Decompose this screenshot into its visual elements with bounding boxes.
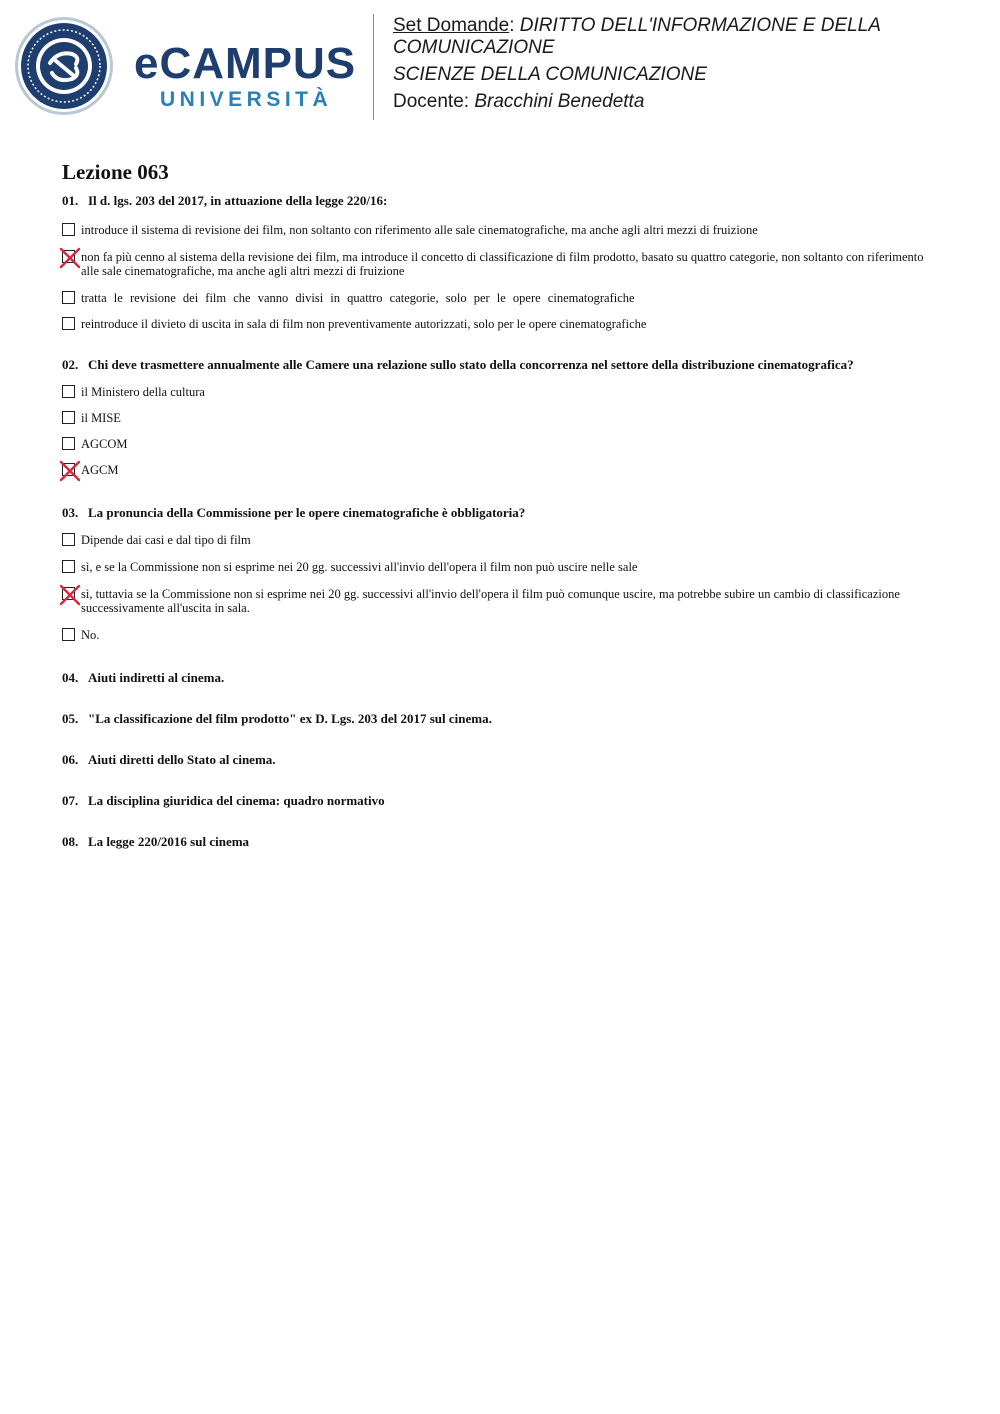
docente-row	[393, 91, 983, 113]
option-text: reintroduce il divieto di uscita in sala di film non preventivamente autorizzati, solo per le opere cinematografiche	[81, 317, 647, 331]
option-text: No.	[81, 628, 100, 642]
question-03	[62, 505, 942, 521]
checkbox[interactable]	[62, 533, 75, 546]
question-number: 08.	[62, 834, 79, 849]
option-01-b[interactable]	[62, 250, 942, 278]
question-02	[62, 357, 942, 373]
degree-name: SCIENZE DELLA COMUNICAZIONE	[393, 64, 707, 85]
option-text: il Ministero della cultura	[81, 385, 205, 399]
question-number: 07.	[62, 793, 79, 808]
option-02-b[interactable]	[62, 411, 942, 425]
checkbox[interactable]	[62, 317, 75, 330]
option-text: tratta le revisione dei film che vanno divisi in quattro categorie, solo per le opere cinematografiche	[81, 291, 635, 305]
set-label: Set Domande	[393, 15, 510, 36]
docente-label: Docente:	[393, 91, 475, 112]
question-sheet	[62, 160, 942, 850]
option-text: AGCOM	[81, 437, 128, 451]
question-text: La pronuncia della Commissione per le opere cinematografiche è obbligatoria?	[88, 505, 526, 520]
option-03-b[interactable]	[62, 560, 942, 574]
question-number: 06.	[62, 752, 79, 767]
question-number: 04.	[62, 670, 79, 685]
checkbox[interactable]	[62, 223, 75, 236]
question-text: La disciplina giuridica del cinema: quadro normativo	[88, 793, 385, 808]
docente-name: Bracchini Benedetta	[474, 91, 645, 112]
option-text: il MISE	[81, 411, 121, 425]
logo-subtitle: UNIVERSITÀ	[160, 88, 333, 111]
x-mark-icon	[59, 584, 81, 606]
logo-wordmark: eCAMPUS	[134, 39, 357, 88]
university-seal-icon	[14, 16, 114, 116]
question-number: 02.	[62, 357, 79, 372]
option-text: AGCM	[81, 463, 119, 477]
set-separator: :	[509, 15, 520, 36]
checkbox[interactable]	[62, 411, 75, 424]
question-text: Il d. lgs. 203 del 2017, in attuazione della legge 220/16:	[88, 193, 388, 208]
question-text: La legge 220/2016 sul cinema	[88, 834, 250, 849]
question-05	[62, 711, 942, 727]
option-02-d[interactable]	[62, 463, 942, 477]
course-info	[393, 15, 983, 118]
question-number: 01.	[62, 193, 79, 208]
option-text: introduce il sistema di revisione dei film, non soltanto con riferimento alle sale cinematografiche, ma anche agli altri mezzi di fruizione	[81, 223, 758, 237]
checkbox[interactable]	[62, 437, 75, 450]
ecampus-logo	[134, 39, 357, 112]
question-06	[62, 752, 942, 768]
header-divider	[373, 14, 374, 120]
x-mark-icon	[59, 247, 81, 269]
option-02-a[interactable]	[62, 385, 942, 399]
option-01-c[interactable]	[62, 291, 942, 305]
question-number: 03.	[62, 505, 79, 520]
option-01-a[interactable]	[62, 223, 942, 237]
lesson-title: Lezione 063	[62, 160, 169, 184]
option-text: sì, tuttavia se la Commissione non si esprime nei 20 gg. successivi all'invio dell'opera il film può comunque uscire, ma potrebbe subire un cambio di classificazione successivamente all'uscita in sala.	[81, 587, 900, 615]
question-08	[62, 834, 942, 850]
option-03-c[interactable]	[62, 587, 942, 615]
checkbox[interactable]	[62, 291, 75, 304]
question-07	[62, 793, 942, 809]
checkbox[interactable]	[62, 628, 75, 641]
checkbox[interactable]	[62, 560, 75, 573]
x-mark-icon	[59, 460, 81, 482]
course-title: DIRITTO DELL'INFORMAZIONE E DELLA COMUNICAZIONE	[393, 15, 881, 58]
page-header	[0, 0, 1000, 130]
option-text: sì, e se la Commissione non si esprime nei 20 gg. successivi all'invio dell'opera il film non può uscire nelle sale	[81, 560, 638, 574]
set-row	[393, 15, 983, 59]
question-text: Chi deve trasmettere annualmente alle Camere una relazione sullo stato della concorrenza nel settore della distribuzione cinematografica?	[88, 357, 854, 372]
question-text: "La classificazione del film prodotto" ex D. Lgs. 203 del 2017 sul cinema.	[88, 711, 492, 726]
question-04	[62, 670, 942, 686]
question-01	[62, 193, 942, 209]
option-01-d[interactable]	[62, 317, 942, 331]
question-number: 05.	[62, 711, 79, 726]
option-02-c[interactable]	[62, 437, 942, 451]
question-text: Aiuti indiretti al cinema.	[88, 670, 225, 685]
option-03-a[interactable]	[62, 533, 942, 547]
option-text: Dipende dai casi e dal tipo di film	[81, 533, 251, 547]
option-03-d[interactable]	[62, 628, 942, 642]
question-text: Aiuti diretti dello Stato al cinema.	[88, 752, 276, 767]
option-text: non fa più cenno al sistema della revisione dei film, ma introduce il concetto di classificazione di film prodotto, basato su quattro categorie, non soltanto con riferimento alle sale cinematografiche, ma anche agli altri mezzi di fruizione	[81, 250, 924, 278]
checkbox[interactable]	[62, 385, 75, 398]
